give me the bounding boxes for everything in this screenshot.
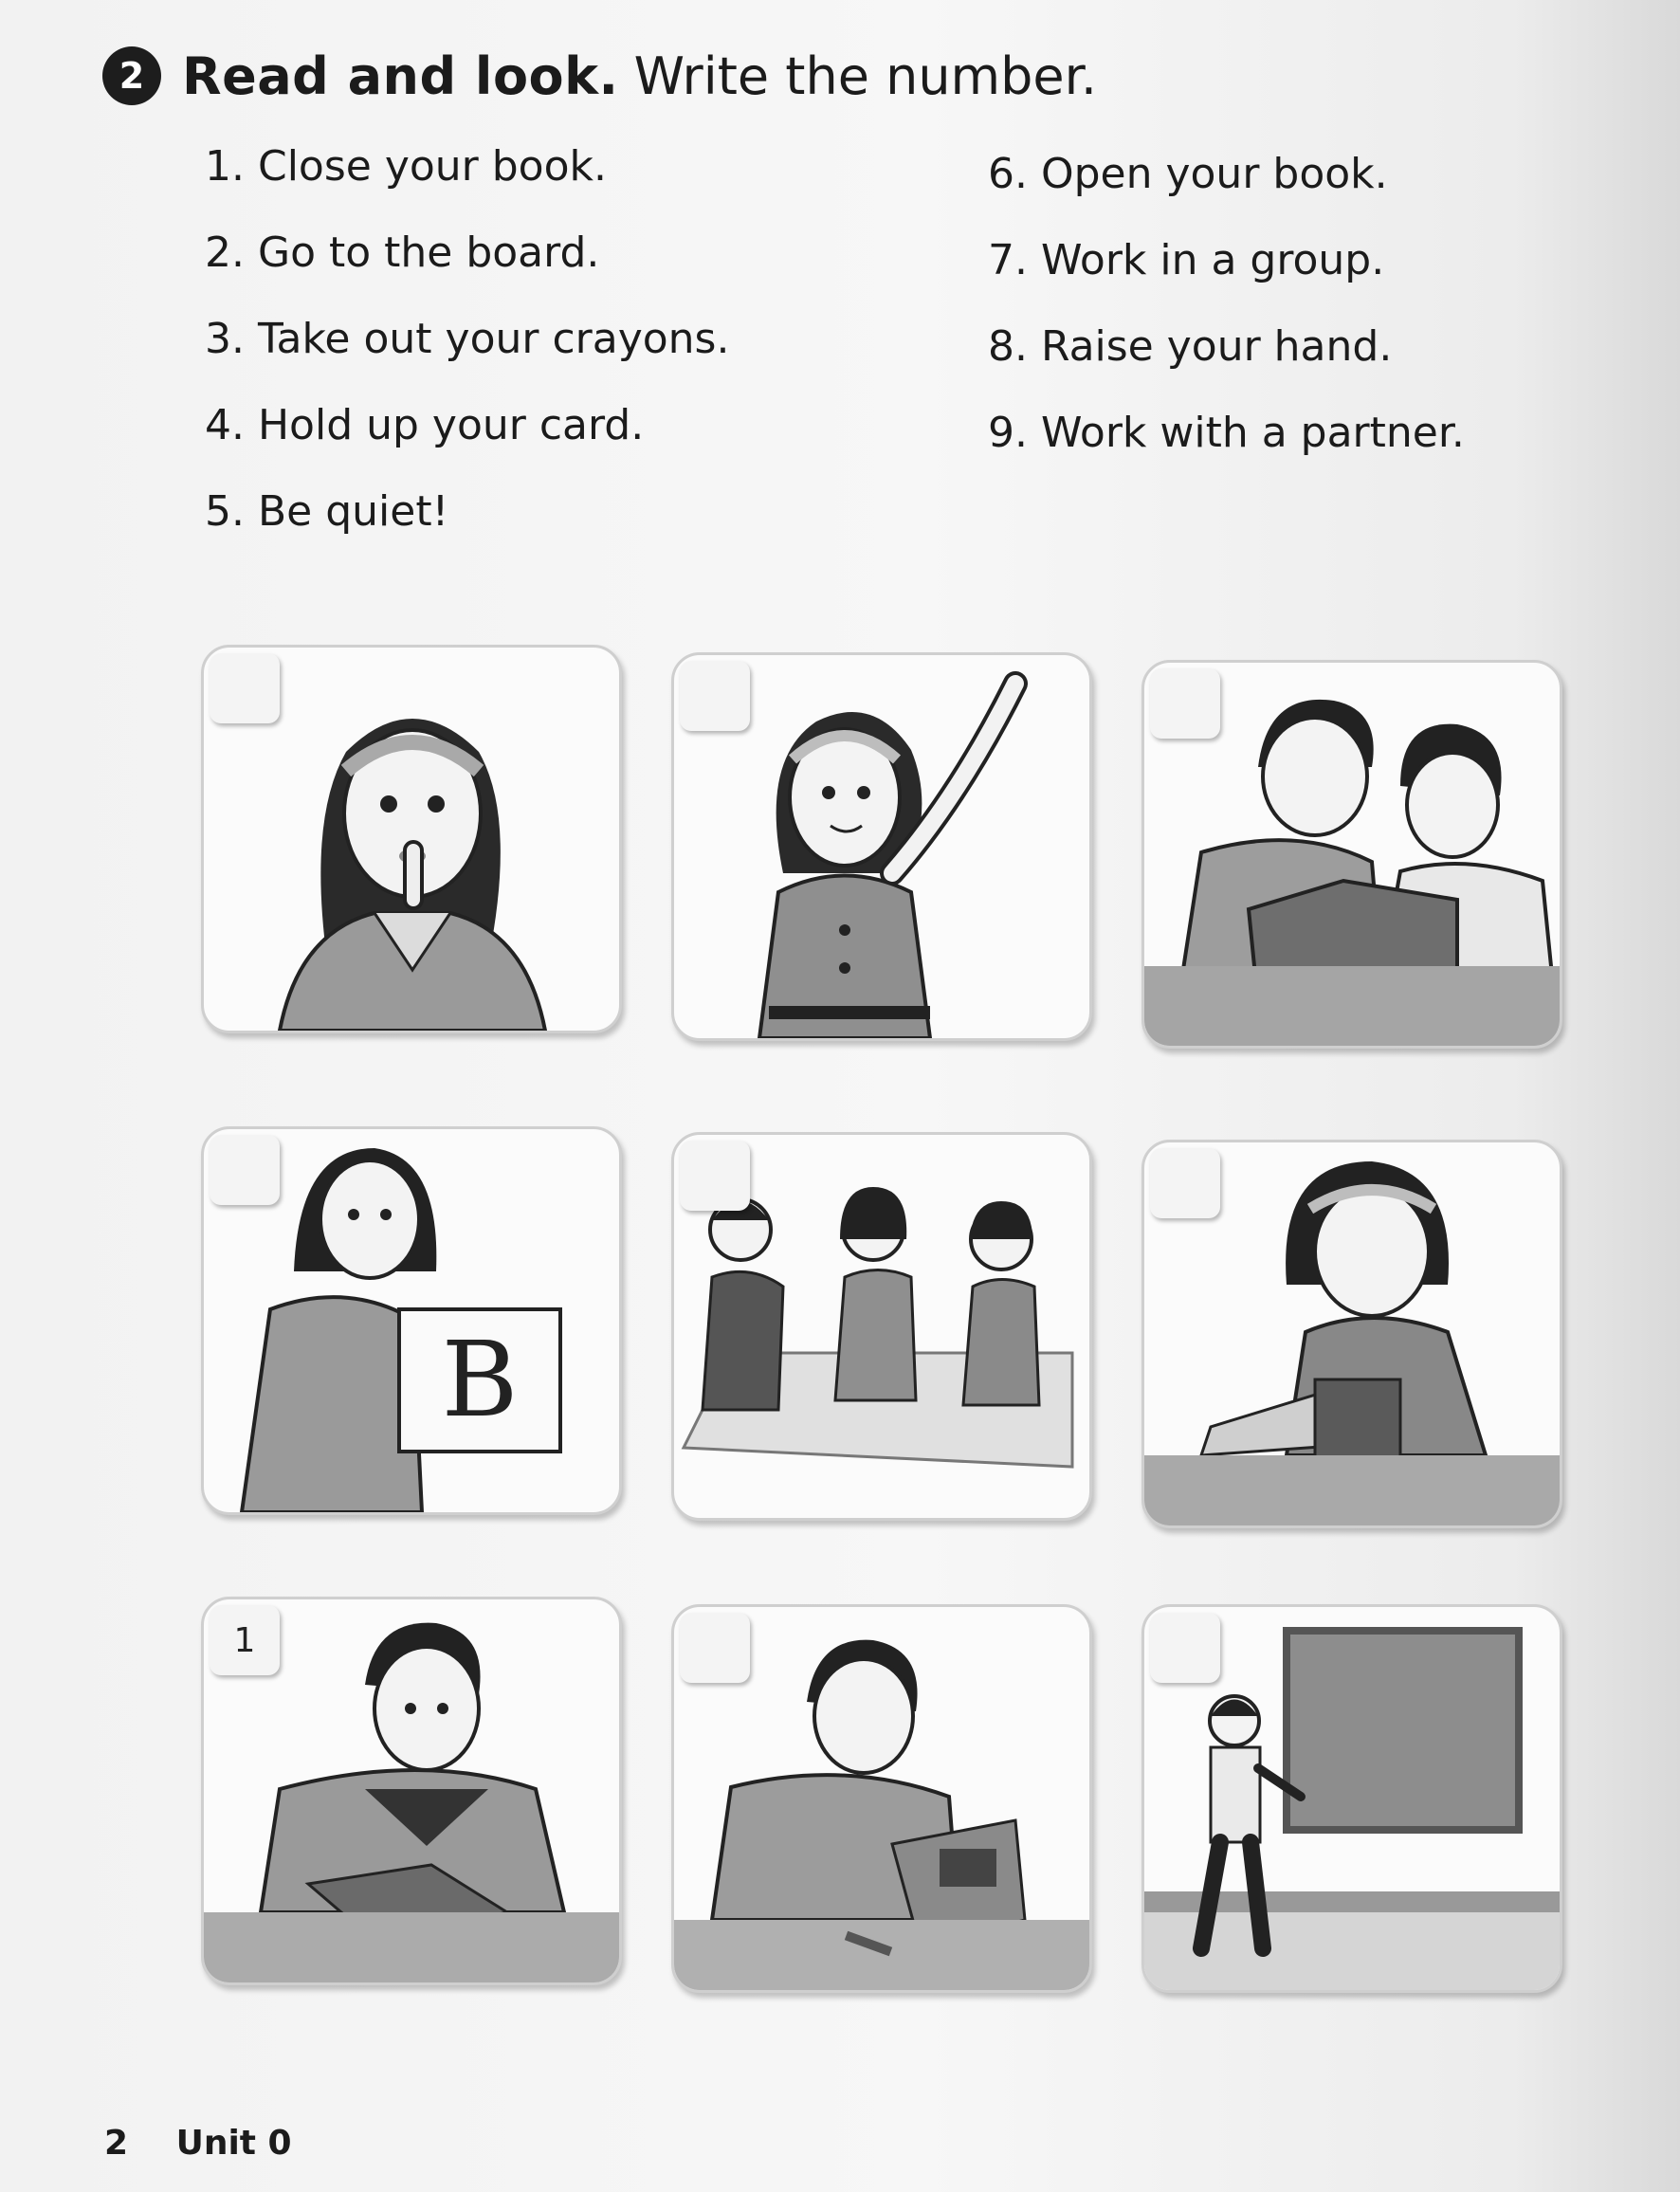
- answer-box[interactable]: [680, 661, 750, 731]
- instruction-item: 7. Work in a group.: [988, 236, 1385, 284]
- page-footer: [104, 2124, 292, 2163]
- answer-box[interactable]: [680, 1141, 750, 1211]
- picture-card-raise-hand: [671, 652, 1092, 1041]
- answer-box[interactable]: [1150, 1613, 1220, 1683]
- picture-card-go-to-board: [1141, 1604, 1562, 1993]
- answer-box[interactable]: [210, 653, 280, 723]
- instruction-item: 9. Work with a partner.: [988, 409, 1465, 457]
- instruction-item: 3. Take out your crayons.: [205, 315, 730, 363]
- picture-card-take-out-crayons: [671, 1604, 1092, 1993]
- exercise-heading: [102, 38, 1097, 114]
- instruction-item: 8. Raise your hand.: [988, 322, 1393, 371]
- picture-card-hold-up-card: [201, 1126, 622, 1515]
- card-letter: B: [441, 1319, 519, 1440]
- instruction-item: 5. Be quiet!: [205, 487, 449, 536]
- instruction-item: 4. Hold up your card.: [205, 401, 645, 449]
- exercise-number-badge: 2: [102, 46, 161, 105]
- answer-box[interactable]: [680, 1613, 750, 1683]
- answer-box[interactable]: [1150, 1148, 1220, 1218]
- page-number: 2: [104, 2124, 129, 2163]
- instruction-item: 2. Go to the board.: [205, 228, 600, 277]
- instruction-item: 1. Close your book.: [205, 142, 607, 191]
- picture-card-close-book: [201, 1597, 622, 1985]
- instruction-list-left: [205, 142, 729, 574]
- instruction-list-right: [988, 150, 1465, 495]
- instruction-item: 6. Open your book.: [988, 150, 1388, 198]
- unit-label: Unit 0: [175, 2124, 292, 2163]
- picture-card-work-with-partner: [1141, 660, 1562, 1049]
- answer-box[interactable]: 1: [210, 1605, 280, 1675]
- picture-card-work-in-group: [671, 1132, 1092, 1521]
- exercise-title-rest: Write the number.: [633, 46, 1098, 106]
- answer-box[interactable]: [1150, 668, 1220, 739]
- exercise-title-bold: Read and look.: [182, 46, 619, 106]
- picture-card-be-quiet: [201, 645, 622, 1033]
- answer-box[interactable]: [210, 1135, 280, 1205]
- picture-card-open-book: [1141, 1140, 1562, 1528]
